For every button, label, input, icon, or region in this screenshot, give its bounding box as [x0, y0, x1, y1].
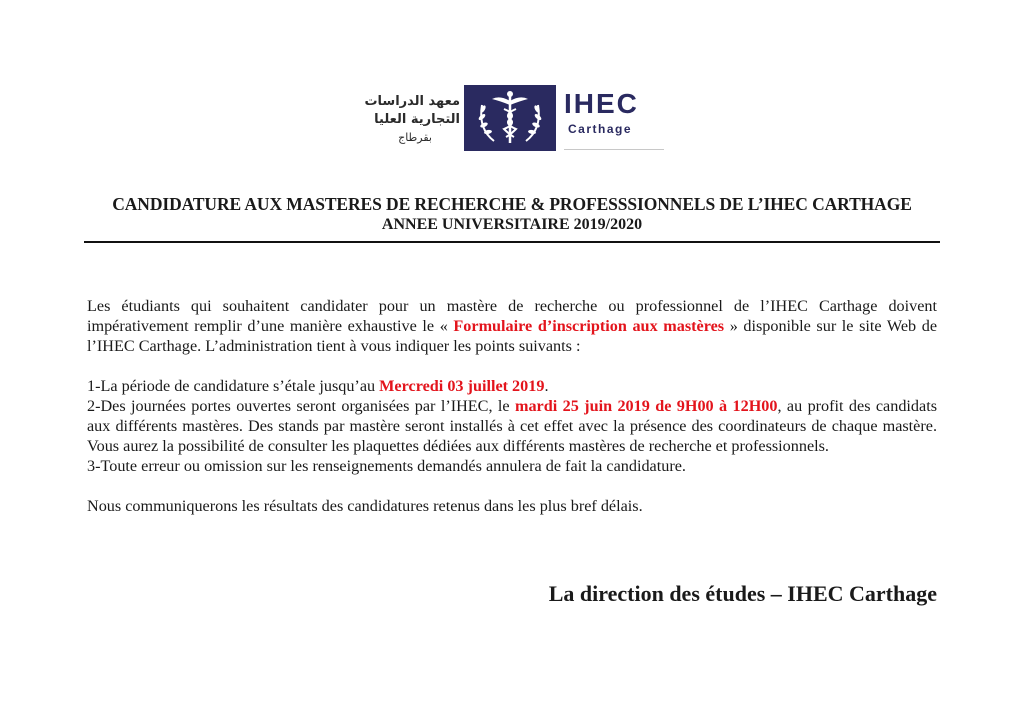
- logo-arabic-line1: معهد الدراسات: [364, 94, 460, 109]
- open-days-highlight: mardi 25 juin 2019 de 9H00 à 12H00: [514, 397, 778, 415]
- closing-paragraph: Nous communiquerons les résultats des candidatures retenus dans les plus bref délais.: [87, 497, 643, 515]
- logo-arabic-line2: التجارية العليا: [374, 112, 460, 127]
- point-1-text-after: .: [544, 377, 549, 395]
- caduceus-emblem-icon: [464, 85, 556, 151]
- ihec-logo: [360, 85, 664, 151]
- intro-paragraph: [87, 296, 937, 356]
- document-title: CANDIDATURE AUX MASTERES DE RECHERCHE & PROFESSSIONNELS DE L’IHEC CARTHAGE: [112, 194, 912, 214]
- logo-arabic-line3: بقرطاج: [398, 131, 432, 144]
- signature: La direction des études – IHEC Carthage: [548, 581, 937, 606]
- intro-text-after: » disponible sur le site Web de l’IHEC Carthage. L’administration tient à vous indiquer les points suivants :: [87, 317, 938, 355]
- document-header: [84, 193, 940, 234]
- document-body: [87, 296, 937, 516]
- point-2-text-before: 2-Des journées portes ouvertes seront organisées par l’IHEC, le: [87, 397, 515, 415]
- intro-text-before: Les étudiants qui souhaitent candidater pour un mastère de recherche ou professionnel de l’IHEC Carthage doivent impérativement remplir d’une manière exhaustive le «: [87, 297, 937, 335]
- title-divider: [84, 241, 940, 243]
- document-subtitle: ANNEE UNIVERSITAIRE 2019/2020: [381, 216, 643, 233]
- point-3: 3-Toute erreur ou omission sur les renseignements demandés annulera de fait la candidature.: [87, 457, 686, 475]
- logo-city: Carthage: [568, 122, 633, 136]
- point-2: [87, 396, 937, 456]
- point-1-text-before: 1-La période de candidature s’étale jusqu’au: [87, 377, 380, 395]
- logo-arabic-text: [360, 93, 460, 147]
- logo-wordmark: [564, 87, 664, 150]
- form-name-highlight: Formulaire d’inscription aux mastères: [453, 317, 725, 335]
- point-1: [87, 376, 937, 396]
- deadline-highlight: Mercredi 03 juillet 2019: [379, 377, 545, 395]
- point-2-text-after: , au profit des candidats aux différents mastères. Des stands par mastère seront installés à cet effet avec la présence des coordinateurs de chaque mastère. Vous aurez la possibilité de consulter les plaquettes dédiées aux différents mastères de recherche et professionnels.: [87, 397, 938, 455]
- logo-name: IHEC: [564, 88, 639, 119]
